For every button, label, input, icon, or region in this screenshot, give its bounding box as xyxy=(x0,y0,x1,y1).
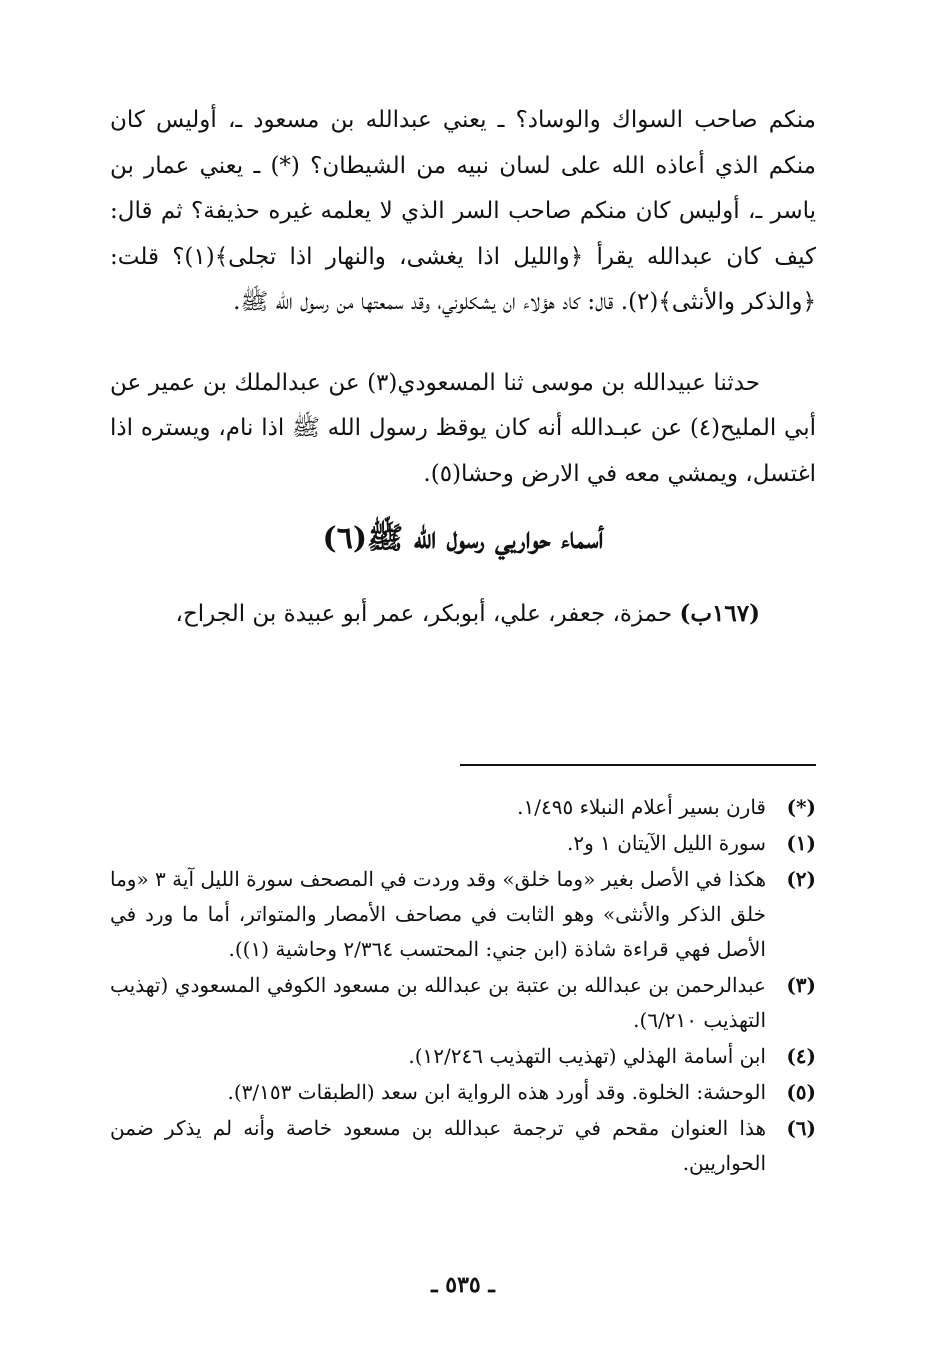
footnote-item xyxy=(110,968,816,1038)
footnote-item xyxy=(110,1111,816,1181)
footnote-text: ابن أسامة الهذلي (تهذيب التهذيب ١٢/٢٤٦). xyxy=(408,1044,766,1068)
list-text: حمزة، جعفر، علي، أبوبكر، عمر أبو عبيدة بن الجراح، xyxy=(175,601,673,627)
footnote-mark: (٥) xyxy=(786,1080,816,1104)
footnote-mark: (٦) xyxy=(786,1116,816,1140)
list-paragraph xyxy=(110,591,816,637)
footnote-text: عبدالرحمن بن عبدالله بن عتبة بن عبدالله بن مسعود الكوفي المسعودي (تهذيب التهذيب ٦/٢١٠). xyxy=(110,973,766,1032)
footnotes xyxy=(110,790,816,1182)
list-number: (١٦٧ب) xyxy=(679,600,760,627)
footnote-text: قارن بسير أعلام النبلاء ١/٤٩٥. xyxy=(517,795,766,819)
main-text xyxy=(110,98,816,637)
footnote-text: هذا العنوان مقحم في ترجمة عبدالله بن مسعود خاصة وأنه لم يذكر ضمن الحواريين. xyxy=(110,1116,766,1175)
footnote-mark: (٢) xyxy=(786,867,816,891)
section-heading: أسماء حواريي رسول الله ﷺ(٦) xyxy=(322,521,604,556)
page-number: ـ ٥٣٥ ـ xyxy=(431,1272,495,1298)
footnote-mark: (٤) xyxy=(786,1044,816,1068)
footnote-mark: (١) xyxy=(786,831,816,855)
footnote-item xyxy=(110,1039,816,1074)
footnote-item xyxy=(110,1075,816,1110)
footnote-text: سورة الليل الآيتان ١ و٢. xyxy=(567,831,766,855)
paragraph-1: منكم صاحب السواك والوساد؟ ـ يعني عبدالله بن مسعود ـ، أوليس كان منكم الذي أعاذه الله على لسان نبيه من الشيطان؟ (*) ـ يعني عمار بن ياسر ـ، أوليس كان منكم صاحب السر الذي لا يعلمه غيره حذيفة؟ ثم قال: كيف كان عبدالله يقرأ ﴿والليل اذا يغشى، والنهار اذا تجلى﴾(١)؟ قلت: ﴿والذكر والأنثى﴾(٢). قال: كاد هؤلاء ان يشكلوني، وقد سمعتها من رسول الله ﷺ. xyxy=(110,107,816,315)
footnote-item xyxy=(110,826,816,861)
footnote-item xyxy=(110,862,816,967)
footnote-text: هكذا في الأصل بغير «وما خلق» وقد وردت في المصحف سورة الليل آية ٣ «وما خلق الذكر والأنثى» وهو الثابت في مصاحف الأمصار والمتواتر، أما ما ورد في الأصل فهي قراءة شاذة (ابن جني: المحتسب ٢/٣٦٤ وحاشية (١)). xyxy=(109,867,766,961)
paragraph-2: حدثنا عبيدالله بن موسى ثنا المسعودي(٣) عن عبدالملك بن عمير عن أبي المليح(٤) عن عبـدالله أنه كان يوقظ رسول الله ﷺ اذا نام، ويستره اذا اغتسل، ويمشي معه في الارض وحشا(٥). xyxy=(110,369,817,487)
footnote-item xyxy=(110,790,816,825)
footnote-divider xyxy=(460,764,816,766)
footnote-mark: (*) xyxy=(786,795,816,819)
footnote-text: الوحشة: الخلوة. وقد أورد هذه الرواية ابن سعد (الطبقات ٣/١٥٣). xyxy=(227,1080,766,1104)
footnote-mark: (٣) xyxy=(786,973,816,997)
